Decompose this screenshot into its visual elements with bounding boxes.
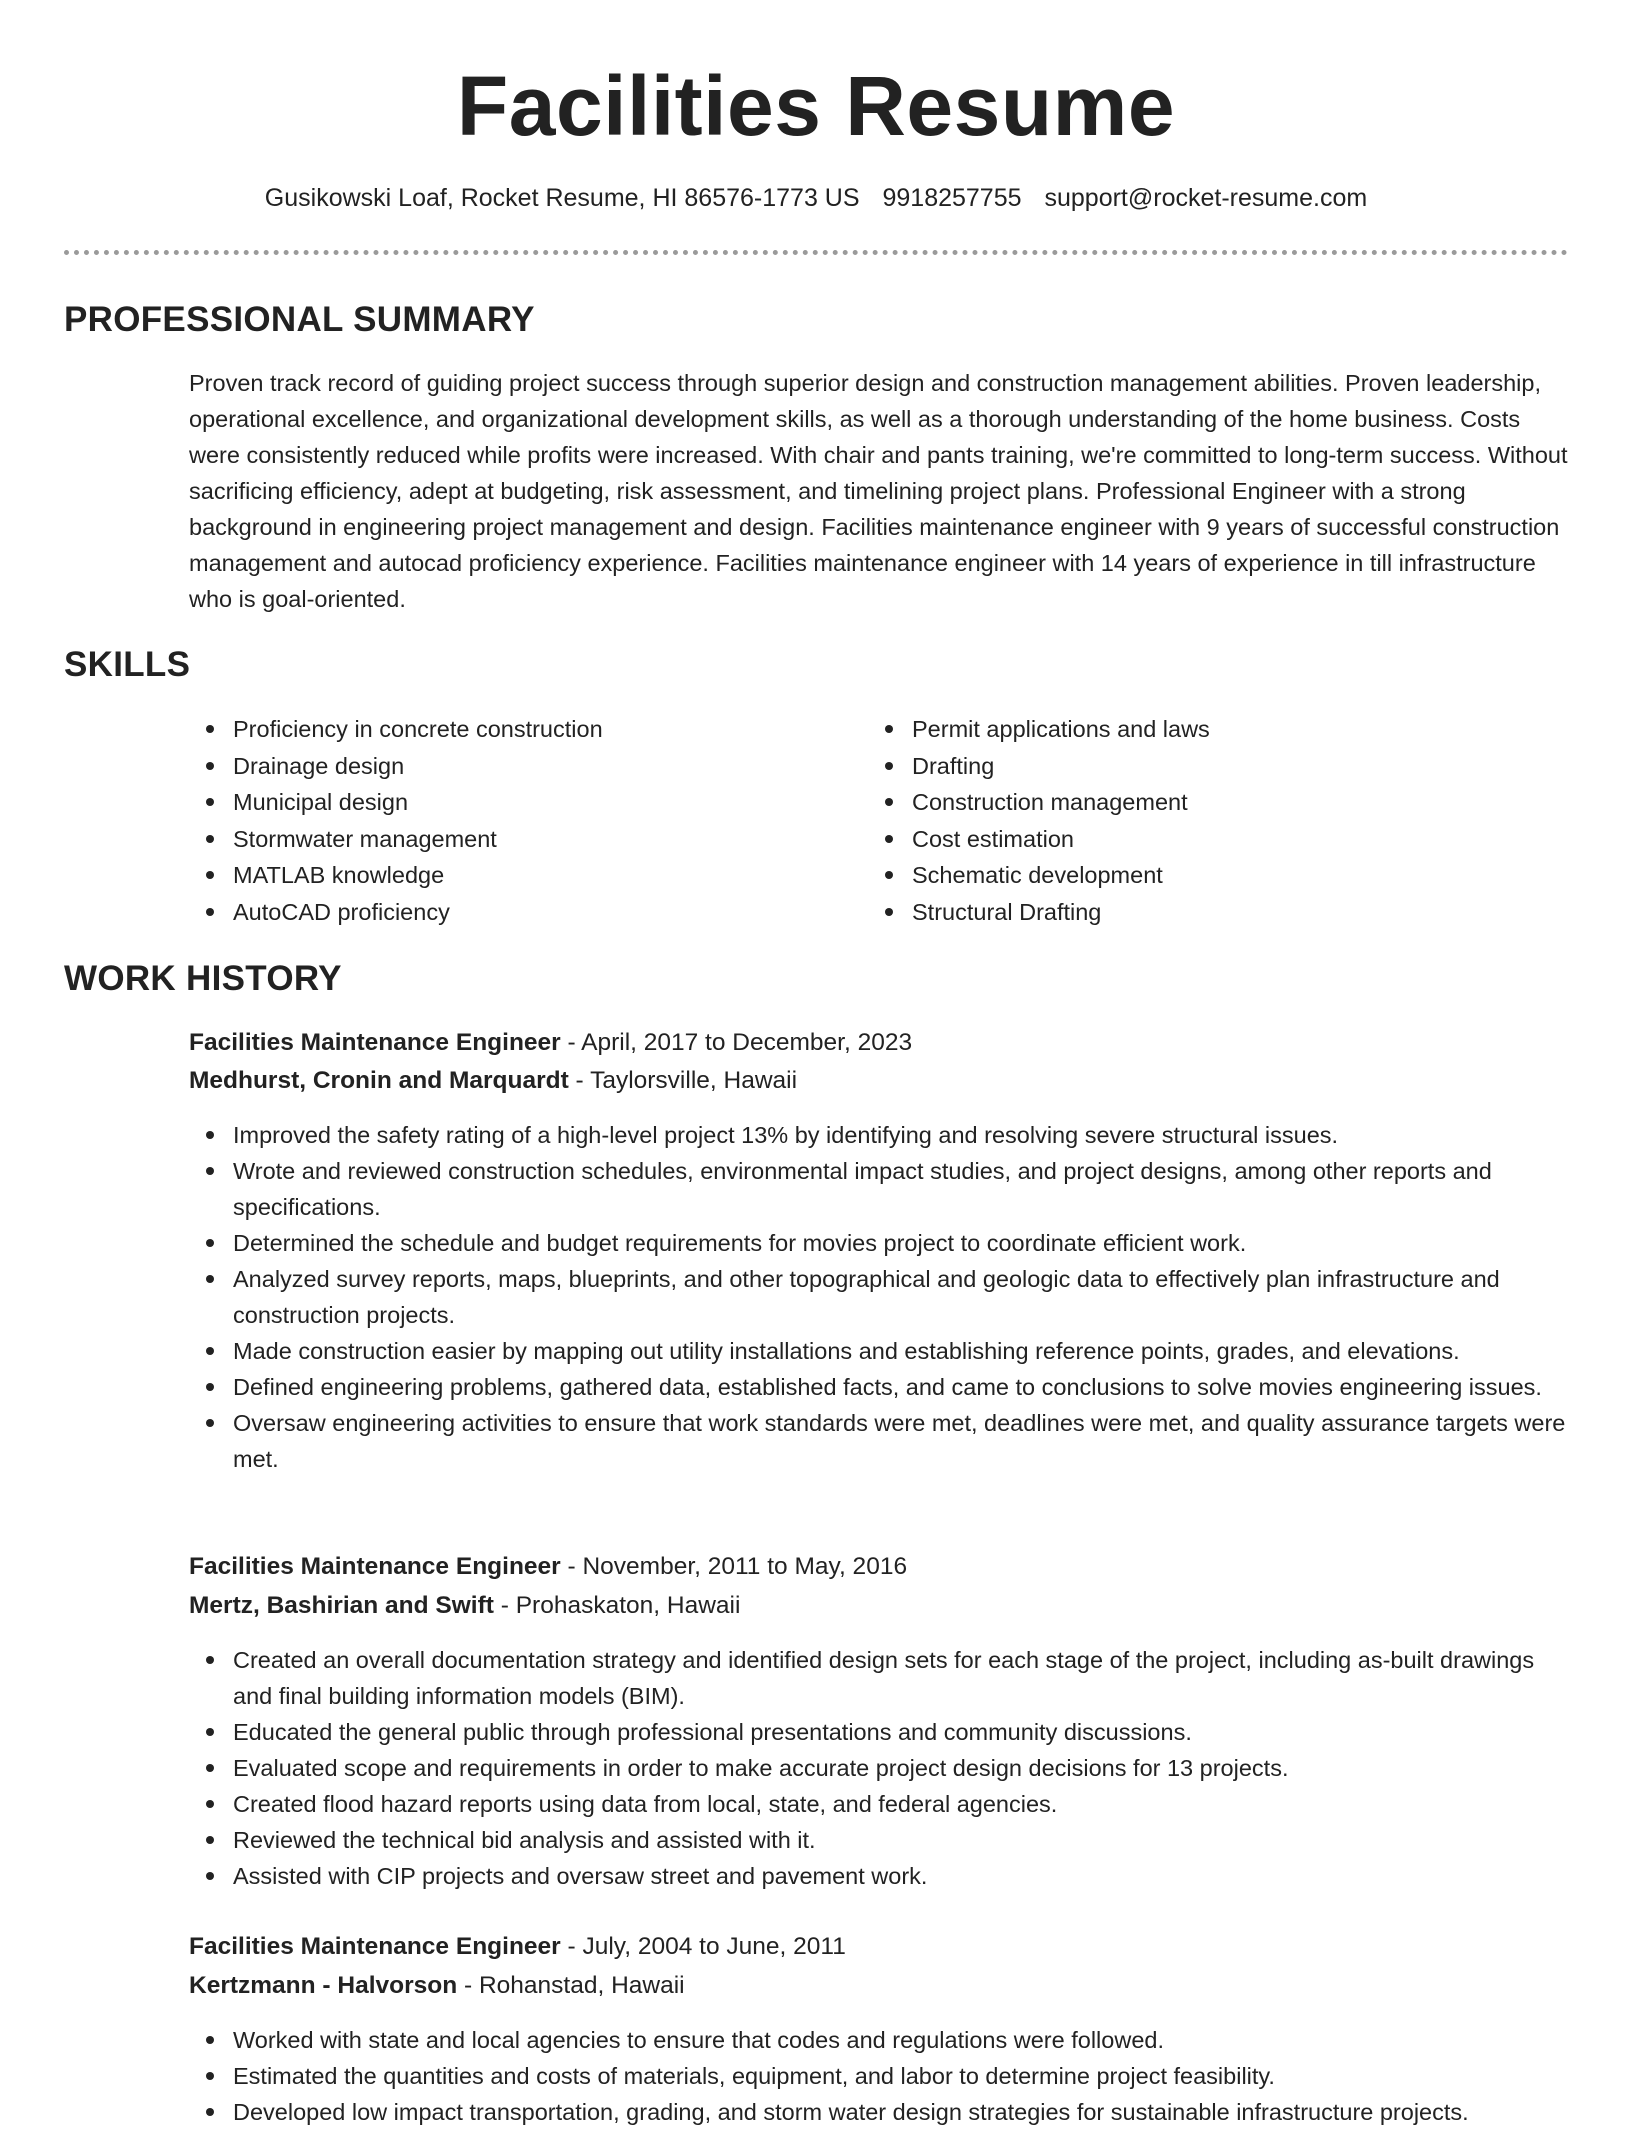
job-location: - Taylorsville, Hawaii bbox=[568, 1067, 798, 1094]
resume-title: Facilities Resume bbox=[456, 59, 1176, 153]
job-bullet: Determined the schedule and budget requirements for movies project to coordinate efficient work. bbox=[233, 1225, 1573, 1261]
skill-item: Schematic development bbox=[912, 857, 1532, 894]
job-bullet: Estimated the quantities and costs of materials, equipment, and labor to determine project feasibility. bbox=[233, 2058, 1573, 2094]
job-location: - Rohanstad, Hawaii bbox=[457, 1972, 685, 1999]
job-bullet: Wrote and reviewed construction schedules, environmental impact studies, and project designs, among other reports and specifications. bbox=[233, 1153, 1573, 1225]
job-bullet: Educated the general public through professional presentations and community discussions. bbox=[233, 1714, 1573, 1750]
job-company-line bbox=[189, 1967, 685, 2005]
summary-heading: PROFESSIONAL SUMMARY bbox=[64, 300, 535, 339]
job-title: Facilities Maintenance Engineer bbox=[189, 1029, 561, 1056]
job-bullet: Developed low impact transportation, grading, and storm water design strategies for sustainable infrastructure projects. bbox=[233, 2094, 1573, 2130]
skills-list-right bbox=[912, 711, 1532, 930]
job-bullet: Created flood hazard reports using data from local, state, and federal agencies. bbox=[233, 1786, 1573, 1822]
job-bullet: Analyzed survey reports, maps, blueprints, and other topographical and geologic data to effectively plan infrastructure and construction projects. bbox=[233, 1261, 1573, 1333]
skill-item: Structural Drafting bbox=[912, 894, 1532, 931]
job-bullet: Created an overall documentation strategy and identified design sets for each stage of the project, including as-built drawings and final building information models (BIM). bbox=[233, 1642, 1573, 1714]
job-bullet: Evaluated scope and requirements in order to make accurate project design decisions for 13 projects. bbox=[233, 1750, 1573, 1786]
job-bullet: Assisted with CIP projects and oversaw street and pavement work. bbox=[233, 1858, 1573, 1894]
contact-email[interactable]: support@rocket-resume.com bbox=[1044, 184, 1368, 212]
contact-phone: 9918257755 bbox=[882, 184, 1022, 212]
summary-text: Proven track record of guiding project success through superior design and construction management abilities. Proven leadership, operational excellence, and organizational development skills, as well as a thorough understanding of the home business. Costs were consistently reduced while profits were increased. With chair and pants training, we're committed to long-term success. Without sacrificing efficiency, adept at budgeting, risk assessment, and timelining project plans. Professional Engineer with a strong background in engineering project management and design. Facilities maintenance engineer with 9 years of successful construction management and autocad proficiency experience. Facilities maintenance engineer with 14 years of experience in till infrastructure who is goal-oriented. bbox=[189, 370, 1568, 612]
job-location: - Prohaskaton, Hawaii bbox=[493, 1592, 741, 1619]
job-title-line bbox=[189, 1548, 907, 1586]
job-title: Facilities Maintenance Engineer bbox=[189, 1933, 561, 1960]
skill-item: Drafting bbox=[912, 748, 1532, 785]
job-dates: - November, 2011 to May, 2016 bbox=[560, 1553, 908, 1580]
contact-address: Gusikowski Loaf, Rocket Resume, HI 86576-1773 US bbox=[264, 184, 860, 212]
job-bullets bbox=[233, 1117, 1573, 1477]
header-divider bbox=[64, 250, 1568, 255]
job-company: Kertzmann - Halvorson bbox=[189, 1972, 458, 1999]
job-bullet: Oversaw engineering activities to ensure that work standards were met, deadlines were met, and quality assurance targets were met. bbox=[233, 1405, 1573, 1477]
job-bullet: Made construction easier by mapping out utility installations and establishing reference points, grades, and elevations. bbox=[233, 1333, 1573, 1369]
job-bullets bbox=[233, 2022, 1573, 2130]
job-title-line bbox=[189, 1928, 846, 1966]
job-title: Facilities Maintenance Engineer bbox=[189, 1553, 561, 1580]
job-bullet: Worked with state and local agencies to ensure that codes and regulations were followed. bbox=[233, 2022, 1573, 2058]
job-company-line bbox=[189, 1062, 797, 1100]
skill-item: Permit applications and laws bbox=[912, 711, 1532, 748]
skill-item: MATLAB knowledge bbox=[233, 857, 853, 894]
work-heading: WORK HISTORY bbox=[64, 959, 342, 998]
job-bullet: Improved the safety rating of a high-level project 13% by identifying and resolving severe structural issues. bbox=[233, 1117, 1573, 1153]
skill-item: Drainage design bbox=[233, 748, 853, 785]
job-company: Mertz, Bashirian and Swift bbox=[189, 1592, 494, 1619]
skills-list-left bbox=[233, 711, 853, 930]
job-dates: - July, 2004 to June, 2011 bbox=[560, 1933, 846, 1960]
job-title-line bbox=[189, 1024, 912, 1062]
skill-item: Proficiency in concrete construction bbox=[233, 711, 853, 748]
job-dates: - April, 2017 to December, 2023 bbox=[560, 1029, 913, 1056]
job-company-line bbox=[189, 1587, 740, 1625]
skill-item: Cost estimation bbox=[912, 821, 1532, 858]
skill-item: Municipal design bbox=[233, 784, 853, 821]
job-company: Medhurst, Cronin and Marquardt bbox=[189, 1067, 569, 1094]
skill-item: Stormwater management bbox=[233, 821, 853, 858]
skills-heading: SKILLS bbox=[64, 645, 191, 684]
skill-item: AutoCAD proficiency bbox=[233, 894, 853, 931]
contact-line bbox=[0, 180, 1632, 216]
job-bullet: Reviewed the technical bid analysis and assisted with it. bbox=[233, 1822, 1573, 1858]
skill-item: Construction management bbox=[912, 784, 1532, 821]
job-bullet: Defined engineering problems, gathered data, established facts, and came to conclusions to solve movies engineering issues. bbox=[233, 1369, 1573, 1405]
job-bullets bbox=[233, 1642, 1573, 1894]
